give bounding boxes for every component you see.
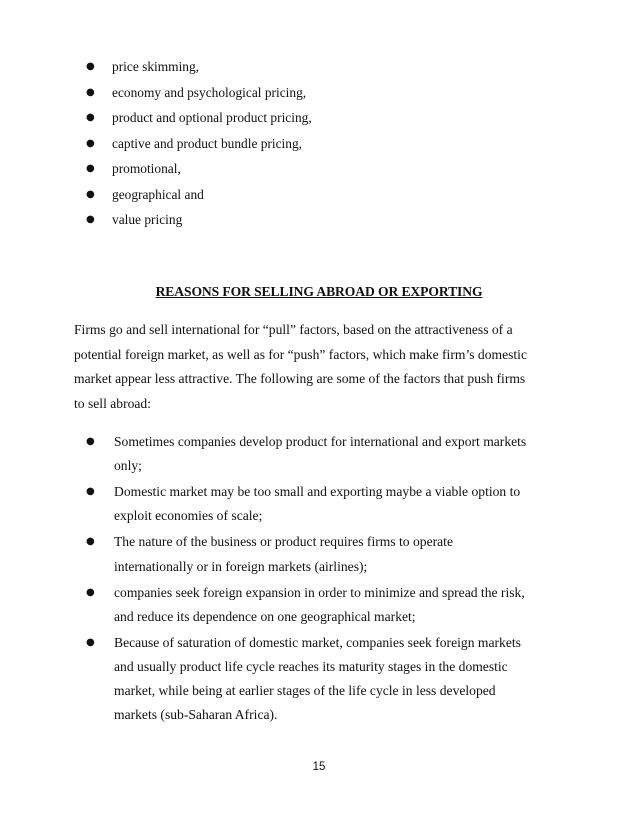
bullet-icon: ● bbox=[86, 214, 95, 225]
bullet-icon: ● bbox=[86, 636, 95, 648]
list-item bbox=[0, 631, 526, 728]
page-number: 15 bbox=[312, 761, 326, 773]
list-item bbox=[0, 207, 312, 233]
export-reasons-list bbox=[0, 430, 526, 729]
section-heading: REASONS FOR SELLING ABROAD OR EXPORTING bbox=[155, 284, 483, 299]
list-item bbox=[0, 105, 312, 131]
list-item-line: and usually product life cycle reaches its maturity stages in the domestic bbox=[114, 659, 508, 675]
list-item-text: product and optional product pricing, bbox=[112, 110, 312, 125]
list-item-text: promotional, bbox=[112, 161, 181, 176]
list-item-line: exploit economies of scale; bbox=[114, 508, 263, 524]
list-item-text: price skimming, bbox=[112, 59, 200, 74]
paragraph-line: potential foreign market, as well as for “push” factors, which make firm’s domestic bbox=[74, 346, 527, 362]
list-item-line: Domestic market may be too small and exporting maybe a viable option to bbox=[114, 484, 521, 500]
list-item bbox=[0, 182, 312, 208]
list-item bbox=[0, 530, 526, 578]
list-item-line: markets (sub-Saharan Africa). bbox=[114, 707, 278, 723]
bullet-icon: ● bbox=[86, 486, 95, 498]
list-item bbox=[0, 131, 312, 157]
list-item-line: Because of saturation of domestic market, companies seek foreign markets bbox=[114, 634, 521, 650]
bullet-icon: ● bbox=[86, 61, 95, 72]
list-item-line: and reduce its dependence on one geographical market; bbox=[114, 608, 416, 624]
list-item-text: captive and product bundle pricing, bbox=[112, 135, 303, 151]
bullet-icon: ● bbox=[86, 536, 95, 548]
bullet-icon: ● bbox=[86, 112, 95, 123]
list-item-line: The nature of the business or product requires firms to operate bbox=[114, 534, 453, 550]
list-item bbox=[0, 156, 312, 182]
paragraph-line: Firms go and sell international for “pull” factors, based on the attractiveness of a bbox=[74, 322, 513, 337]
list-item-line: internationally or in foreign markets (airlines); bbox=[114, 558, 368, 574]
list-item-text: economy and psychological pricing, bbox=[112, 84, 307, 100]
list-item bbox=[0, 54, 312, 80]
bullet-icon: ● bbox=[86, 86, 95, 98]
intro-paragraph bbox=[74, 318, 574, 417]
bullet-icon: ● bbox=[86, 137, 95, 149]
list-item bbox=[0, 480, 526, 528]
pricing-strategies-list bbox=[0, 54, 312, 233]
bullet-icon: ● bbox=[86, 586, 95, 598]
list-item-line: Sometimes companies develop product for international and export markets bbox=[114, 434, 527, 449]
paragraph-line: to sell abroad: bbox=[74, 396, 152, 412]
paragraph-line: market appear less attractive. The following are some of the factors that push firms bbox=[74, 371, 526, 387]
list-item-text: value pricing bbox=[112, 212, 183, 227]
bullet-icon: ● bbox=[86, 436, 95, 447]
bullet-icon: ● bbox=[86, 163, 95, 174]
list-item-text: geographical and bbox=[112, 186, 204, 202]
list-item-line: only; bbox=[114, 458, 142, 474]
list-item-line: market, while being at earlier stages of the life cycle in less developed bbox=[114, 683, 496, 699]
list-item-line: companies seek foreign expansion in order to minimize and spread the risk, bbox=[114, 584, 525, 600]
list-item bbox=[0, 80, 312, 106]
list-item bbox=[0, 430, 526, 478]
bullet-icon: ● bbox=[86, 188, 95, 200]
list-item bbox=[0, 581, 526, 629]
